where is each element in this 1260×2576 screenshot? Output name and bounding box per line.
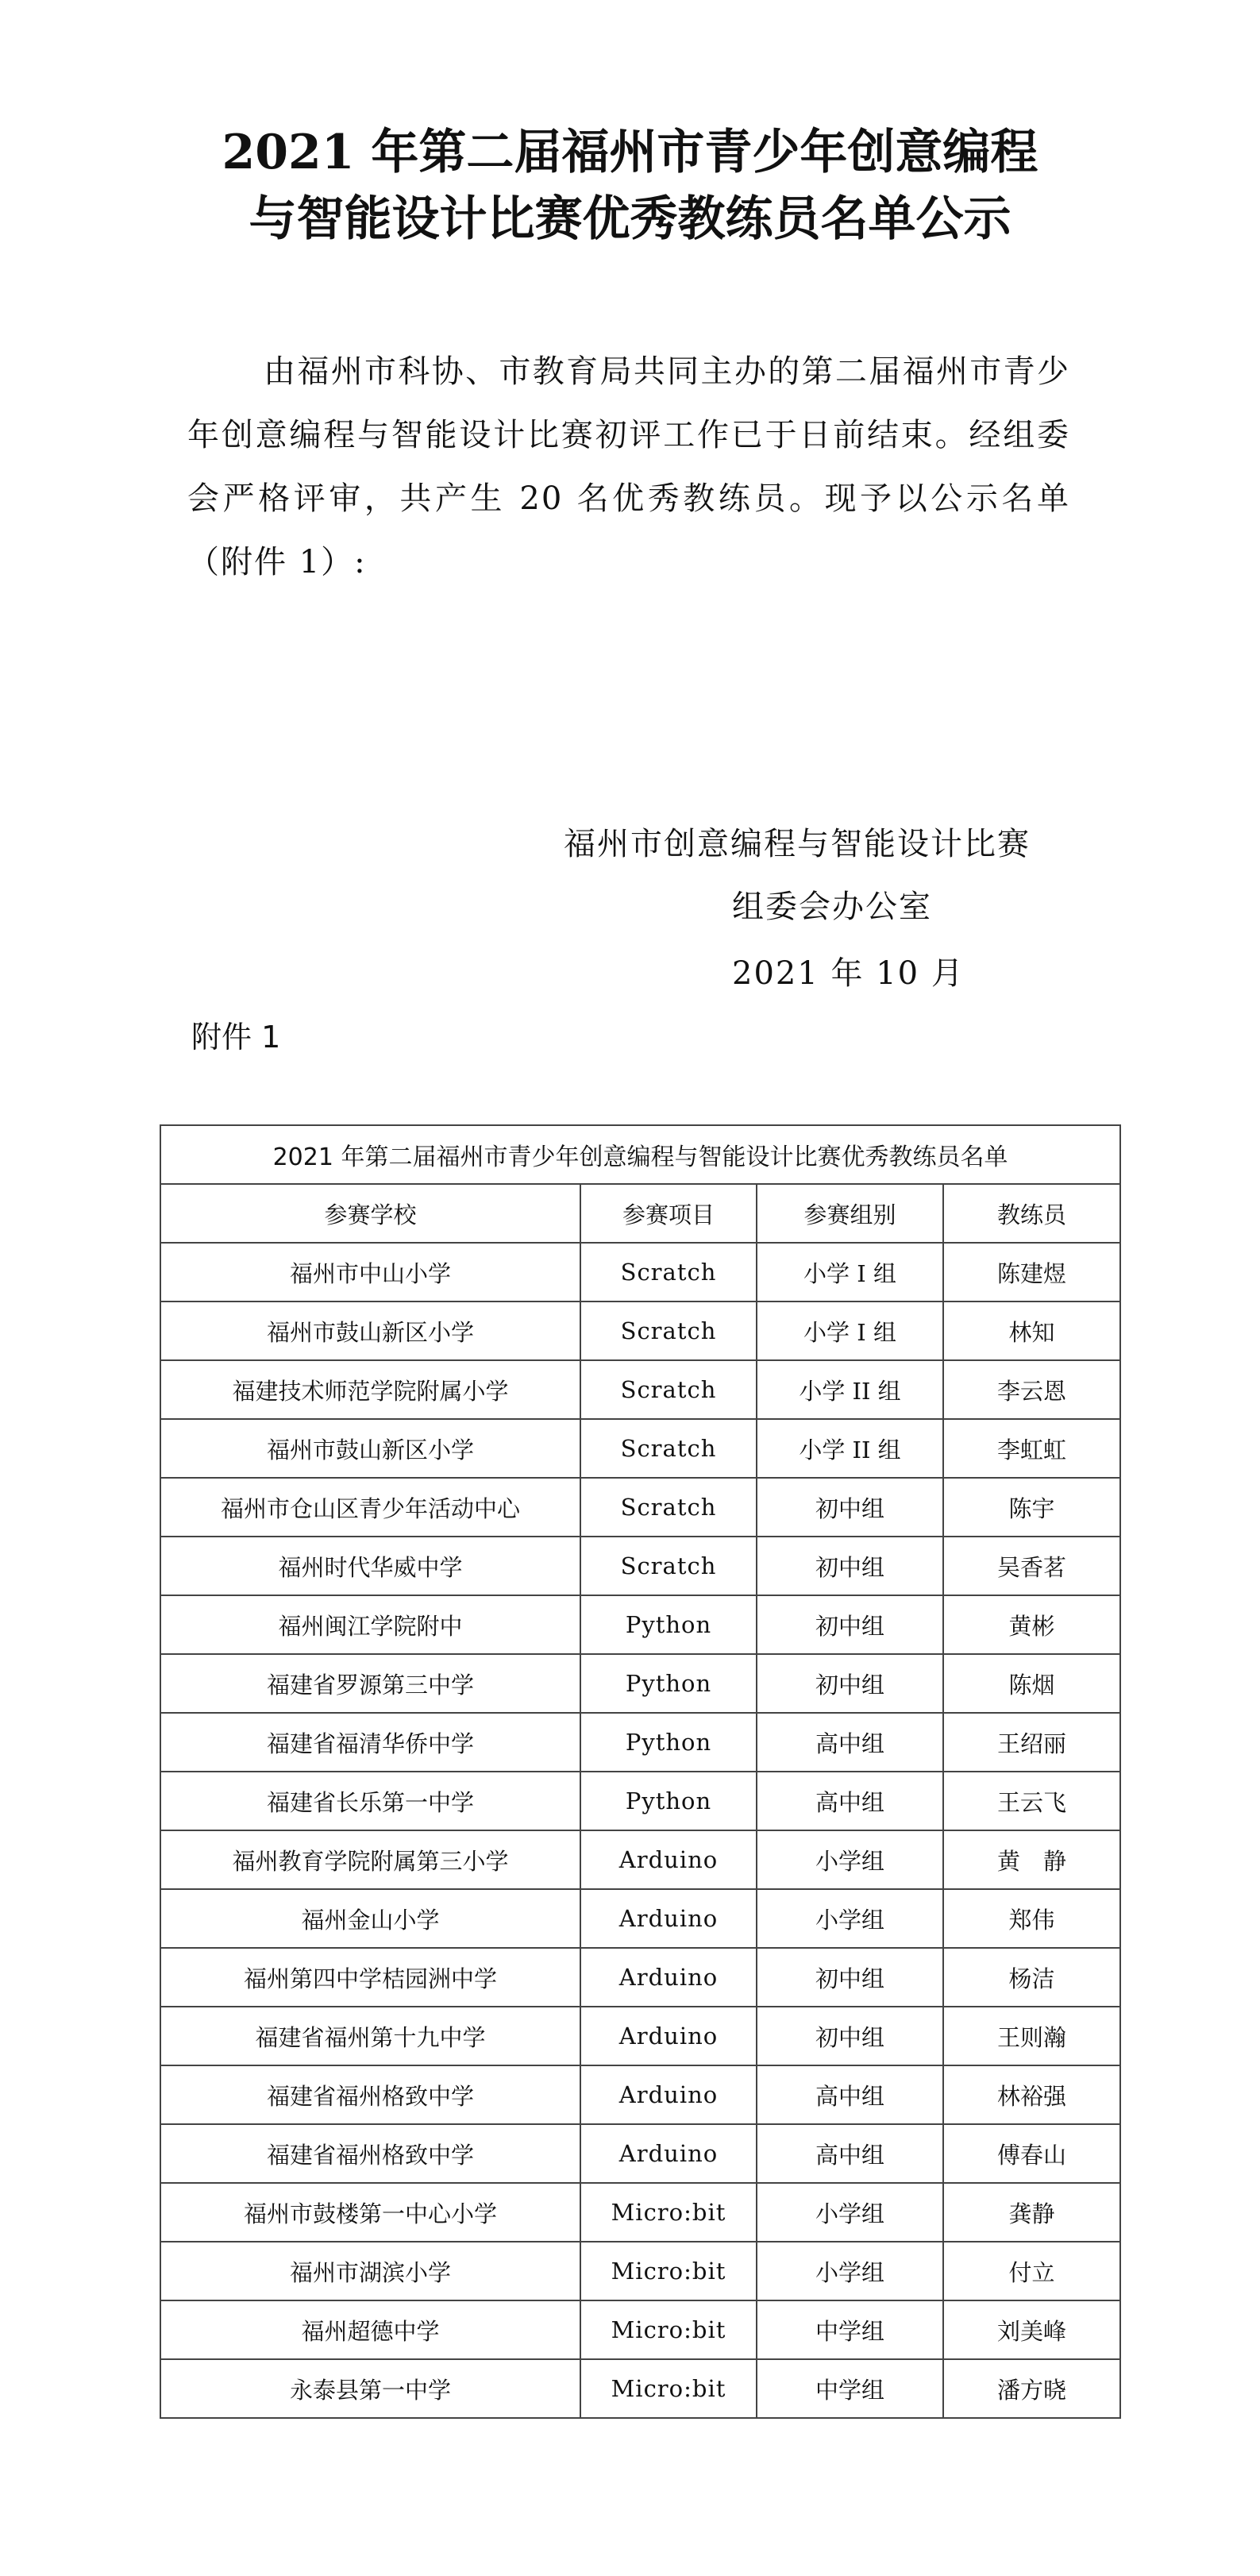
cell-school: 福建技术师范学院附属小学 [160, 1360, 580, 1419]
cell-coach: 黄 静 [943, 1830, 1120, 1889]
cell-school: 福州第四中学桔园洲中学 [160, 1948, 580, 2007]
cell-project: Arduino [580, 1889, 757, 1948]
table-row [160, 1243, 1120, 1301]
table-row [160, 1360, 1120, 1419]
intro-paragraph: 由福州市科协、市教育局共同主办的第二届福州市青少年创意编程与智能设计比赛初评工作已于日前结束。经组委会严格评审，共产生 20 名优秀教练员。现予以公示名单（附件 1）: [187, 353, 1070, 580]
cell-coach: 李云恩 [943, 1360, 1120, 1419]
cell-coach: 王云飞 [943, 1772, 1120, 1830]
cell-school: 福建省罗源第三中学 [160, 1654, 580, 1713]
cell-group: 初中组 [757, 1478, 943, 1537]
cell-project: Arduino [580, 1830, 757, 1889]
cell-school: 福州市鼓山新区小学 [160, 1301, 580, 1360]
table-row [160, 2359, 1120, 2418]
cell-project: Micro:bit [580, 2359, 757, 2418]
cell-group: 小学组 [757, 1830, 943, 1889]
cell-group: 初中组 [757, 1595, 943, 1654]
cell-project: Micro:bit [580, 2242, 757, 2300]
cell-coach: 龚静 [943, 2183, 1120, 2242]
cell-coach: 傅春山 [943, 2124, 1120, 2183]
table-row [160, 1478, 1120, 1537]
cell-school: 福州闽江学院附中 [160, 1595, 580, 1654]
cell-project: Arduino [580, 2065, 757, 2124]
table-row [160, 1654, 1120, 1713]
cell-group: 高中组 [757, 1772, 943, 1830]
cell-group: 高中组 [757, 1713, 943, 1772]
cell-project: Scratch [580, 1478, 757, 1537]
cell-group: 小学 I 组 [757, 1301, 943, 1360]
cell-coach: 陈建煜 [943, 1243, 1120, 1301]
cell-school: 福州市中山小学 [160, 1243, 580, 1301]
cell-coach: 王则瀚 [943, 2007, 1120, 2065]
table-row [160, 1301, 1120, 1360]
cell-coach: 付立 [943, 2242, 1120, 2300]
table-header-row [160, 1184, 1120, 1243]
cell-group: 小学组 [757, 2183, 943, 2242]
cell-group: 小学组 [757, 2242, 943, 2300]
cell-group: 高中组 [757, 2124, 943, 2183]
cell-school: 福州金山小学 [160, 1889, 580, 1948]
header-school: 参赛学校 [160, 1184, 580, 1243]
cell-school: 永泰县第一中学 [160, 2359, 580, 2418]
table-row [160, 1419, 1120, 1478]
table-row [160, 1537, 1120, 1595]
cell-school: 福州市鼓楼第一中心小学 [160, 2183, 580, 2242]
document-title-line-2: 与智能设计比赛优秀教练员名单公示 [249, 191, 1011, 247]
cell-school: 福建省福州第十九中学 [160, 2007, 580, 2065]
document-title-line-1: 2021 年第二届福州市青少年创意编程 [222, 125, 1038, 180]
table-row [160, 1830, 1120, 1889]
cell-project: Python [580, 1595, 757, 1654]
cell-group: 初中组 [757, 1654, 943, 1713]
table-row [160, 1772, 1120, 1830]
cell-school: 福州时代华威中学 [160, 1537, 580, 1595]
cell-school: 福建省福清华侨中学 [160, 1713, 580, 1772]
signature-office: 组委会办公室 [732, 889, 932, 925]
cell-school: 福州市鼓山新区小学 [160, 1419, 580, 1478]
cell-school: 福州超德中学 [160, 2300, 580, 2359]
cell-group: 小学组 [757, 1889, 943, 1948]
cell-coach: 刘美峰 [943, 2300, 1120, 2359]
header-coach: 教练员 [943, 1184, 1120, 1243]
cell-school: 福州市仓山区青少年活动中心 [160, 1478, 580, 1537]
cell-project: Scratch [580, 1243, 757, 1301]
cell-group: 小学 II 组 [757, 1360, 943, 1419]
cell-coach: 陈烟 [943, 1654, 1120, 1713]
table-row [160, 1889, 1120, 1948]
coach-list-table [160, 1124, 1121, 2419]
cell-coach: 杨洁 [943, 1948, 1120, 2007]
cell-project: Scratch [580, 1301, 757, 1360]
table-caption-row [160, 1125, 1120, 1184]
table-row [160, 1595, 1120, 1654]
cell-project: Micro:bit [580, 2183, 757, 2242]
table-body [160, 1243, 1120, 2418]
cell-coach: 李虹虹 [943, 1419, 1120, 1478]
table-row [160, 2242, 1120, 2300]
cell-project: Arduino [580, 2124, 757, 2183]
cell-coach: 黄彬 [943, 1595, 1120, 1654]
cell-project: Python [580, 1654, 757, 1713]
attachment-label: 附件 1 [191, 1020, 281, 1055]
cell-coach: 林知 [943, 1301, 1120, 1360]
cell-group: 初中组 [757, 2007, 943, 2065]
cell-project: Micro:bit [580, 2300, 757, 2359]
cell-project: Python [580, 1772, 757, 1830]
cell-project: Arduino [580, 2007, 757, 2065]
cell-project: Scratch [580, 1419, 757, 1478]
cell-coach: 吴香茗 [943, 1537, 1120, 1595]
table-row [160, 1948, 1120, 2007]
table-row [160, 2124, 1120, 2183]
cell-project: Arduino [580, 1948, 757, 2007]
cell-group: 高中组 [757, 2065, 943, 2124]
cell-school: 福州市湖滨小学 [160, 2242, 580, 2300]
cell-school: 福州教育学院附属第三小学 [160, 1830, 580, 1889]
cell-group: 小学 I 组 [757, 1243, 943, 1301]
cell-school: 福建省福州格致中学 [160, 2065, 580, 2124]
table-row [160, 2007, 1120, 2065]
cell-group: 初中组 [757, 1537, 943, 1595]
cell-group: 初中组 [757, 1948, 943, 2007]
header-project: 参赛项目 [580, 1184, 757, 1243]
table-row [160, 2183, 1120, 2242]
header-group: 参赛组别 [757, 1184, 943, 1243]
cell-coach: 林裕强 [943, 2065, 1120, 2124]
cell-coach: 潘方晓 [943, 2359, 1120, 2418]
signature-date: 2021 年 10 月 [732, 955, 965, 992]
table-row [160, 2300, 1120, 2359]
signature-organization: 福州市创意编程与智能设计比赛 [564, 826, 1031, 862]
table-row [160, 1713, 1120, 1772]
cell-group: 小学 II 组 [757, 1419, 943, 1478]
cell-coach: 王绍丽 [943, 1713, 1120, 1772]
cell-school: 福建省福州格致中学 [160, 2124, 580, 2183]
cell-coach: 郑伟 [943, 1889, 1120, 1948]
cell-school: 福建省长乐第一中学 [160, 1772, 580, 1830]
cell-project: Scratch [580, 1360, 757, 1419]
table-caption: 2021 年第二届福州市青少年创意编程与智能设计比赛优秀教练员名单 [160, 1125, 1120, 1184]
cell-project: Python [580, 1713, 757, 1772]
cell-coach: 陈宇 [943, 1478, 1120, 1537]
cell-project: Scratch [580, 1537, 757, 1595]
cell-group: 中学组 [757, 2300, 943, 2359]
cell-group: 中学组 [757, 2359, 943, 2418]
table-row [160, 2065, 1120, 2124]
